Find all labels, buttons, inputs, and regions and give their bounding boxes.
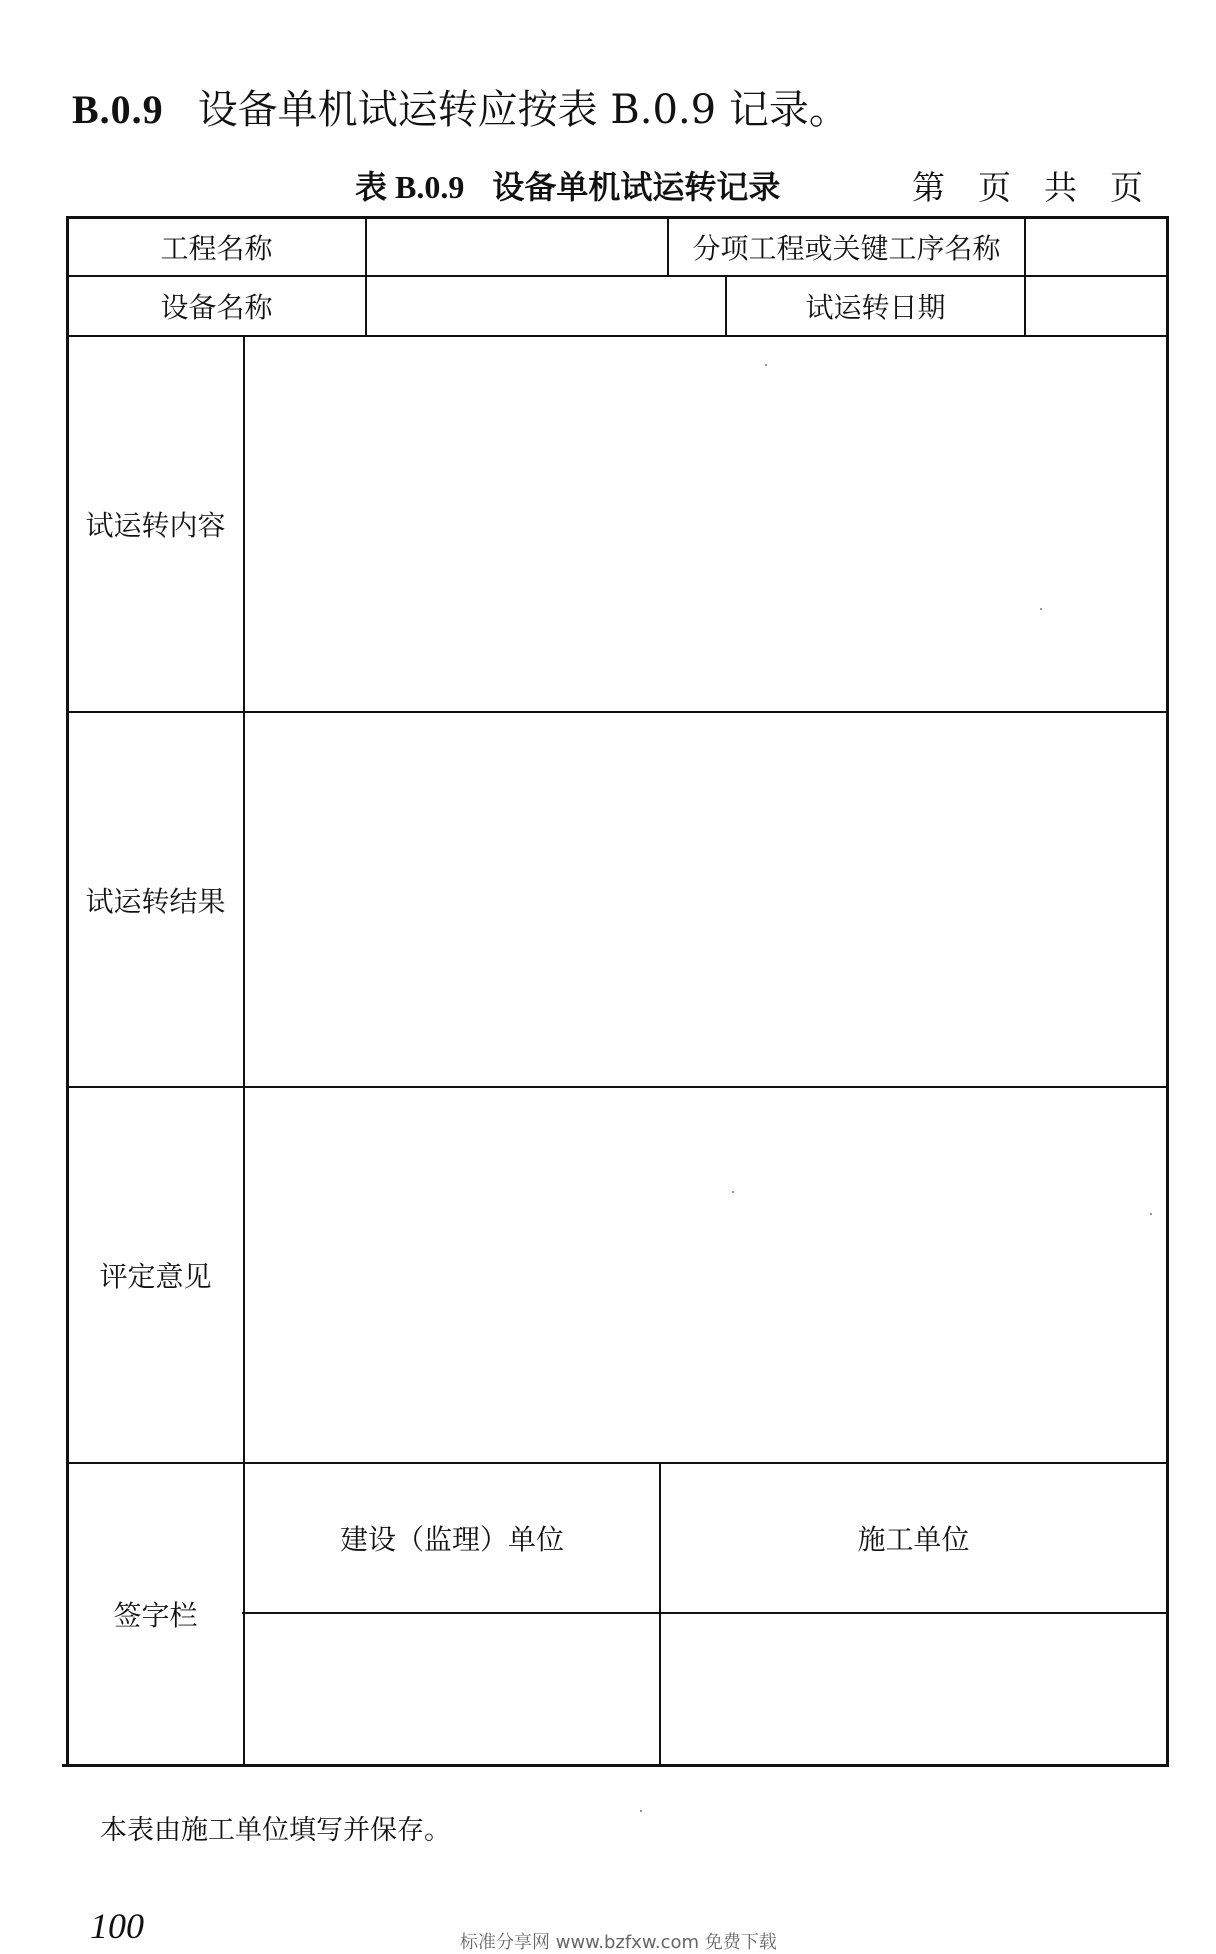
table-number: 表 B.0.9 xyxy=(355,169,465,205)
trial-result-value[interactable] xyxy=(245,713,1166,1086)
trial-content-value[interactable] xyxy=(245,337,1166,711)
page-label-3: 共 xyxy=(1044,168,1077,207)
trial-result-label: 试运转结果 xyxy=(85,884,226,918)
sub-item-label: 分项工程或关键工序名称 xyxy=(692,231,1001,265)
page-label-1: 第 xyxy=(912,168,945,207)
evaluation-value[interactable] xyxy=(245,1088,1166,1462)
scan-speck xyxy=(765,364,767,366)
contractor-signature-area[interactable] xyxy=(661,1614,1166,1764)
sub-item-value[interactable] xyxy=(1026,218,1166,275)
table-border-right xyxy=(1166,216,1169,1767)
signature-label: 签字栏 xyxy=(113,1599,198,1632)
table-caption xyxy=(355,162,780,208)
scan-speck xyxy=(1040,608,1042,610)
trial-content-label: 试运转内容 xyxy=(85,509,226,542)
page-number: 100 xyxy=(90,1906,144,1946)
project-name-label: 工程名称 xyxy=(160,231,273,265)
evaluation-label: 评定意见 xyxy=(99,1260,212,1293)
trial-date-value[interactable] xyxy=(1026,277,1166,335)
clause-number: B.0.9 xyxy=(72,87,164,132)
project-name-value[interactable] xyxy=(367,218,667,275)
page-label-4: 页 xyxy=(1110,168,1143,207)
contractor-label: 施工单位 xyxy=(857,1523,970,1556)
clause-text: 设备单机试运转应按表 B.0.9 记录。 xyxy=(197,87,849,133)
equipment-name-value[interactable] xyxy=(367,277,725,335)
footnote: 本表由施工单位填写并保存。 xyxy=(100,1815,451,1846)
watermark: 标准分享网 www.bzfxw.com 免费下载 xyxy=(460,1932,777,1953)
page-label-2: 页 xyxy=(978,168,1011,207)
table-title: 设备单机试运转记录 xyxy=(492,168,781,206)
scan-speck xyxy=(1150,1213,1152,1215)
equipment-name-label: 设备名称 xyxy=(160,291,273,324)
trial-date-label: 试运转日期 xyxy=(805,291,946,324)
builder-signature-area[interactable] xyxy=(245,1614,659,1764)
table-border-bottom xyxy=(62,1764,1169,1767)
scan-speck xyxy=(640,1810,642,1812)
scan-speck xyxy=(732,1191,734,1193)
builder-label: 建设（监理）单位 xyxy=(339,1523,564,1556)
page-counter xyxy=(912,162,1176,209)
clause-heading xyxy=(72,78,849,135)
